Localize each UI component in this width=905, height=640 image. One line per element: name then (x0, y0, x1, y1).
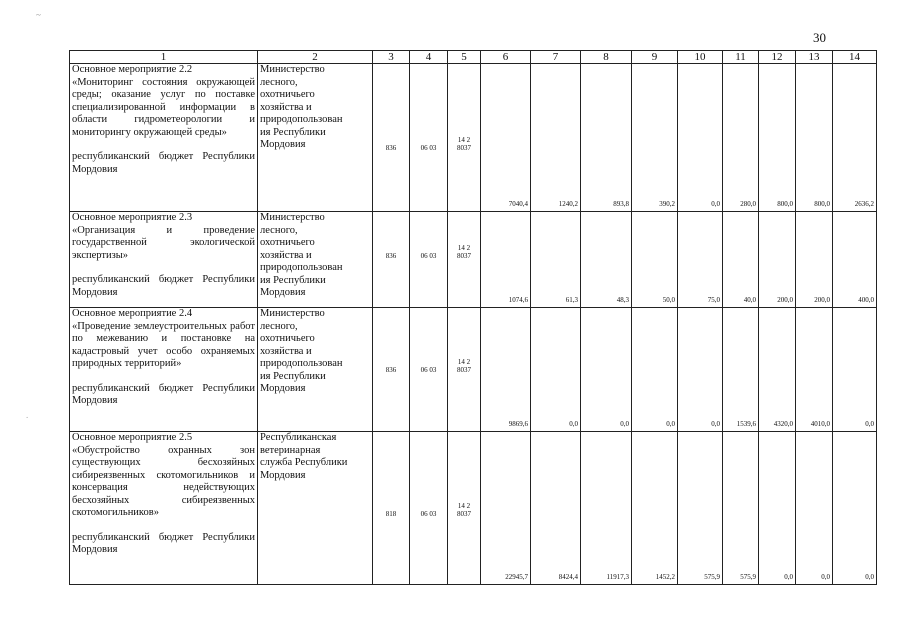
funding-value: 0,0 (833, 432, 877, 585)
grbs-code: 836 (373, 308, 410, 432)
funding-value: 200,0 (759, 212, 796, 308)
funding-value: 1074,6 (481, 212, 531, 308)
target-article-code: 14 2 8037 (448, 432, 481, 585)
column-number-10: 10 (678, 51, 723, 64)
executor-cell: Республиканская ветеринарная служба Республики Мордовия (258, 432, 373, 585)
funding-value: 40,0 (723, 212, 759, 308)
funding-source: республиканский бюджет Республики Мордовия (72, 274, 255, 298)
target-article-code: 14 2 8037 (448, 308, 481, 432)
scan-mark: . (26, 410, 29, 420)
column-number-7: 7 (531, 51, 581, 64)
funding-value: 48,3 (581, 212, 632, 308)
funding-value: 9869,6 (481, 308, 531, 432)
funding-value: 1539,6 (723, 308, 759, 432)
funding-value: 8424,4 (531, 432, 581, 585)
column-number-13: 13 (796, 51, 833, 64)
column-number-2: 2 (258, 51, 373, 64)
executor-cell: Министерство лесного, охотничьего хозяйства и природопользован ия Республики Мордовия (258, 212, 373, 308)
column-number-row (70, 51, 877, 64)
funding-source: республиканский бюджет Республики Мордовия (72, 382, 255, 406)
funding-value: 0,0 (581, 308, 632, 432)
measure-cell (70, 432, 258, 585)
funding-value: 893,8 (581, 64, 632, 212)
funding-source: республиканский бюджет Республики Мордовия (72, 151, 255, 175)
section-code: 06 03 (410, 64, 448, 212)
funding-value: 0,0 (632, 308, 678, 432)
program-row (70, 212, 877, 308)
funding-value: 1452,2 (632, 432, 678, 585)
target-article-code: 14 2 8037 (448, 64, 481, 212)
funding-value: 1240,2 (531, 64, 581, 212)
funding-value: 4010,0 (796, 308, 833, 432)
measure-cell (70, 64, 258, 212)
measure-title: Основное мероприятие 2.3 «Организация и проведение государственной экологической экспертизы» (72, 212, 255, 261)
column-number-14: 14 (833, 51, 877, 64)
measure-title: Основное мероприятие 2.2 «Мониторинг состояния окружающей среды; оказание услуг по поставке специализированной информации в области гидрометеорологии и мониторингу окружающей среды» (72, 64, 255, 138)
funding-value: 200,0 (796, 212, 833, 308)
funding-value: 575,9 (678, 432, 723, 585)
column-number-4: 4 (410, 51, 448, 64)
funding-value: 0,0 (759, 432, 796, 585)
measure-title: Основное мероприятие 2.4 «Проведение землеустроительных работ по межеванию и постановке на кадастровый учет особо охраняемых природных территорий» (72, 308, 255, 369)
funding-value: 0,0 (796, 432, 833, 585)
column-number-3: 3 (373, 51, 410, 64)
funding-value: 0,0 (531, 308, 581, 432)
funding-value: 0,0 (678, 64, 723, 212)
executor-cell: Министерство лесного, охотничьего хозяйства и природопользован ия Республики Мордовия (258, 308, 373, 432)
funding-value: 0,0 (678, 308, 723, 432)
program-row (70, 432, 877, 585)
funding-value: 800,0 (759, 64, 796, 212)
funding-value: 2636,2 (833, 64, 877, 212)
measure-cell (70, 212, 258, 308)
column-number-8: 8 (581, 51, 632, 64)
target-article-code: 14 2 8037 (448, 212, 481, 308)
column-number-6: 6 (481, 51, 531, 64)
funding-value: 75,0 (678, 212, 723, 308)
grbs-code: 836 (373, 64, 410, 212)
funding-value: 7040,4 (481, 64, 531, 212)
funding-source: республиканский бюджет Республики Мордовия (72, 531, 255, 555)
column-number-1: 1 (70, 51, 258, 64)
funding-value: 22945,7 (481, 432, 531, 585)
measure-cell (70, 308, 258, 432)
executor-cell: Министерство лесного, охотничьего хозяйства и природопользован ия Республики Мордовия (258, 64, 373, 212)
column-number-12: 12 (759, 51, 796, 64)
grbs-code: 818 (373, 432, 410, 585)
program-row (70, 308, 877, 432)
funding-value: 50,0 (632, 212, 678, 308)
funding-value: 280,0 (723, 64, 759, 212)
measure-title: Основное мероприятие 2.5 «Обустройство охранных зон существующих бесхозяйных сибиреязвенных скотомогильников и консервация недействующих бесхозяйных сибиреязвенных скотомогильников» (72, 432, 255, 518)
column-number-11: 11 (723, 51, 759, 64)
scan-mark: ~ (36, 10, 41, 20)
column-number-9: 9 (632, 51, 678, 64)
funding-value: 61,3 (531, 212, 581, 308)
funding-value: 4320,0 (759, 308, 796, 432)
column-number-5: 5 (448, 51, 481, 64)
program-table (69, 50, 877, 585)
funding-value: 400,0 (833, 212, 877, 308)
grbs-code: 836 (373, 212, 410, 308)
funding-value: 800,0 (796, 64, 833, 212)
section-code: 06 03 (410, 308, 448, 432)
funding-value: 575,9 (723, 432, 759, 585)
section-code: 06 03 (410, 212, 448, 308)
funding-value: 390,2 (632, 64, 678, 212)
page-number: 30 (813, 30, 826, 45)
section-code: 06 03 (410, 432, 448, 585)
funding-value: 11917,3 (581, 432, 632, 585)
funding-value: 0,0 (833, 308, 877, 432)
program-row (70, 64, 877, 212)
